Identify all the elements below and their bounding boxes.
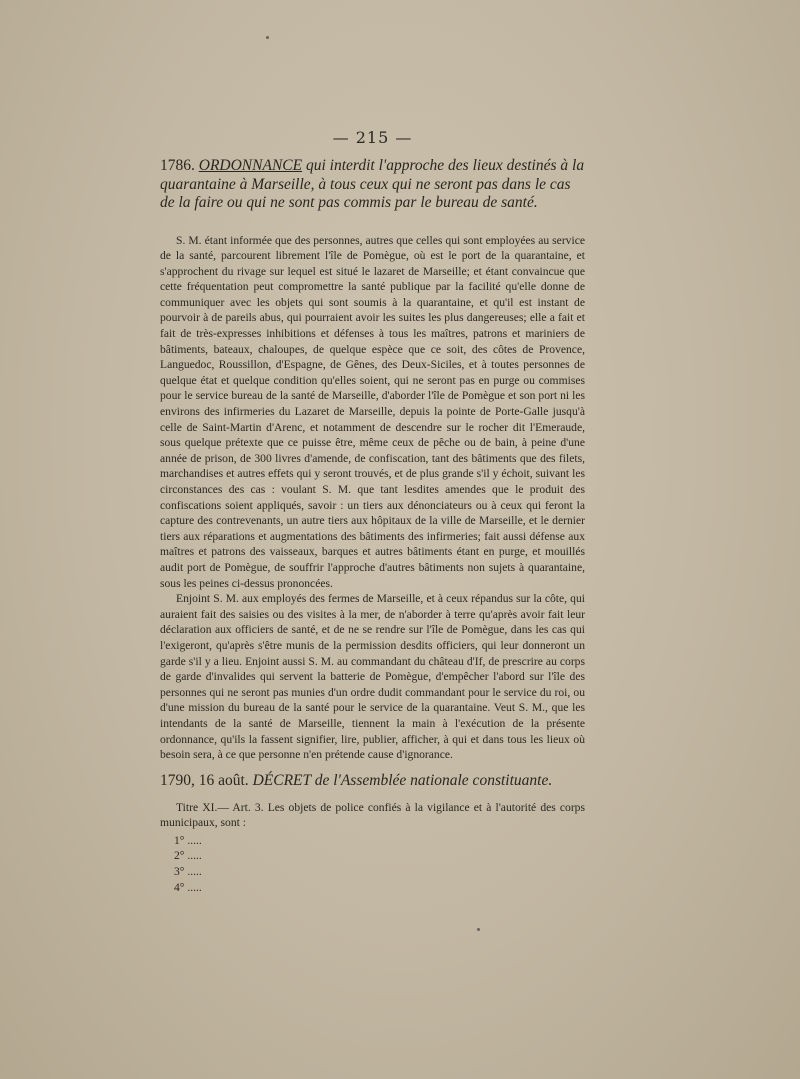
paragraph-2: Enjoint S. M. aux employés des fermes de Marseille, et à ceux répandus sur la côte, qui auraient fait des saisies ou des visites à la mer, de n'aborder à terre qu'après avoir fait leur déclaration aux officiers de santé, et de ne se rendre sur l'île de Pomègue, dans les cas qui l'exigeront, qu'après s'être munis de la permission desdits officiers, qui leur donneront un garde s'il y a lieu. Enjoint aussi S. M. au commandant du château d'If, de prescrire au corps de garde d'invalides qui servent la batterie de Pomègue, d'empêcher l'abord sur l'île des personnes qui ne seront pas munies d'un ordre dudit commandant pour le service du roi, ou d'une mission du bureau de la santé pour le service de la quarantaine. Veut S. M., que les intendants de la santé de Marseille, tiennent la main à l'exécution de la présente ordonnance, qu'ils la fassent signifier, lire, publier, afficher, à qui et dans tous les lieux où besoin sera, à ce que personne n'en prétende cause d'ignorance. xyxy=(160,592,585,762)
entry-title: qui interdit l'approche des lieux destinés à la quarantaine à Marseille, à tous ceux qui ne seront pas dans le cas de la faire ou qui ne sont pas commis par le bureau de santé. xyxy=(160,157,585,211)
text-block xyxy=(160,128,585,895)
list-item: 3° ..... xyxy=(174,865,202,879)
entry-heading xyxy=(160,157,585,213)
article-text: Titre XI.— Art. 3. Les objets de police confiés à la vigilance et à l'autorité des corps municipaux, sont : xyxy=(160,800,585,830)
article-list xyxy=(174,833,585,895)
section-heading xyxy=(160,771,585,790)
speck xyxy=(266,36,269,39)
list-item: 4° ..... xyxy=(174,880,202,894)
paragraph-1: S. M. étant informée que des personnes, autres que celles qui sont employées au service de la santé, parcourent librement l'île de Pomègue, où est le port de la quarantaine, et s'approchent du rivage sur lequel est situé le lazaret de Marseille; et étant convaincue que cette fréquentation peut compromettre la santé publique par la facilité qu'elle donne de communiquer avec les objets qui sont soumis à la quarantaine, et qu'il est instant de pourvoir à de pareils abus, qui pourraient avoir les suites les plus dangereuses; elle a fait et fait de très-expresses inhibitions et défenses à tous les maîtres, patrons et mariniers de bâtiments, bateaux, chaloupes, de quelque espèce que ce soit, des côtes de Provence, Languedoc, Roussillon, d'Espagne, de Gênes, des Deux-Siciles, et à toutes personnes de quelque état et quelque condition qu'elles soient, qui ne seront pas en purge ou commises pour le service bureau de la santé de Marseille, d'aborder l'île de Pomègue et son port ni les environs des infirmeries du Lazaret de Marseille, depuis la pointe de Porte-Galle jusqu'à celle de Saint-Martin d'Arenc, et notamment de descendre sur le rocher dit l'Emeraude, sous quelque prétexte que ce puisse être, même ceux de pêche ou de bain, à peine d'une année de prison, de 300 livres d'amende, de confiscation, tant des bâtiments que des filets, marchandises et autres effets qui y seront trouvés, et de plus grande s'il y échoit, suivant les circonstances des cas : voulant S. M. que tant lesdites amendes que le produit des confiscations soient appliqués, savoir : un tiers aux dénonciateurs ou à ceux qui feront la capture des contrevenants, un autre tiers aux hôpitaux de la ville de Marseille, et le dernier tiers aux réparations et augmentations des bâtiments des infirmeries; fait aussi défense aux maîtres et patrons des vaisseaux, barques et autres bâtiments étant en purge, et mouillés audit port de Pomègue, de souffrir l'approche d'autres bâtiments non sujets à quarantaine, sous les peines ci-dessus prononcées. xyxy=(160,233,585,590)
list-item: 1° ..... xyxy=(174,833,202,847)
list-item: 2° ..... xyxy=(174,849,202,863)
entry-year: 1786. xyxy=(160,157,195,174)
speck xyxy=(477,928,480,931)
section-title: DÉCRET de l'Assemblée nationale constituante. xyxy=(248,771,553,789)
page-number: — 215 — xyxy=(332,128,413,147)
section-date: 1790, 16 août. xyxy=(160,771,249,789)
entry-keyword: ORDONNANCE xyxy=(198,157,303,174)
